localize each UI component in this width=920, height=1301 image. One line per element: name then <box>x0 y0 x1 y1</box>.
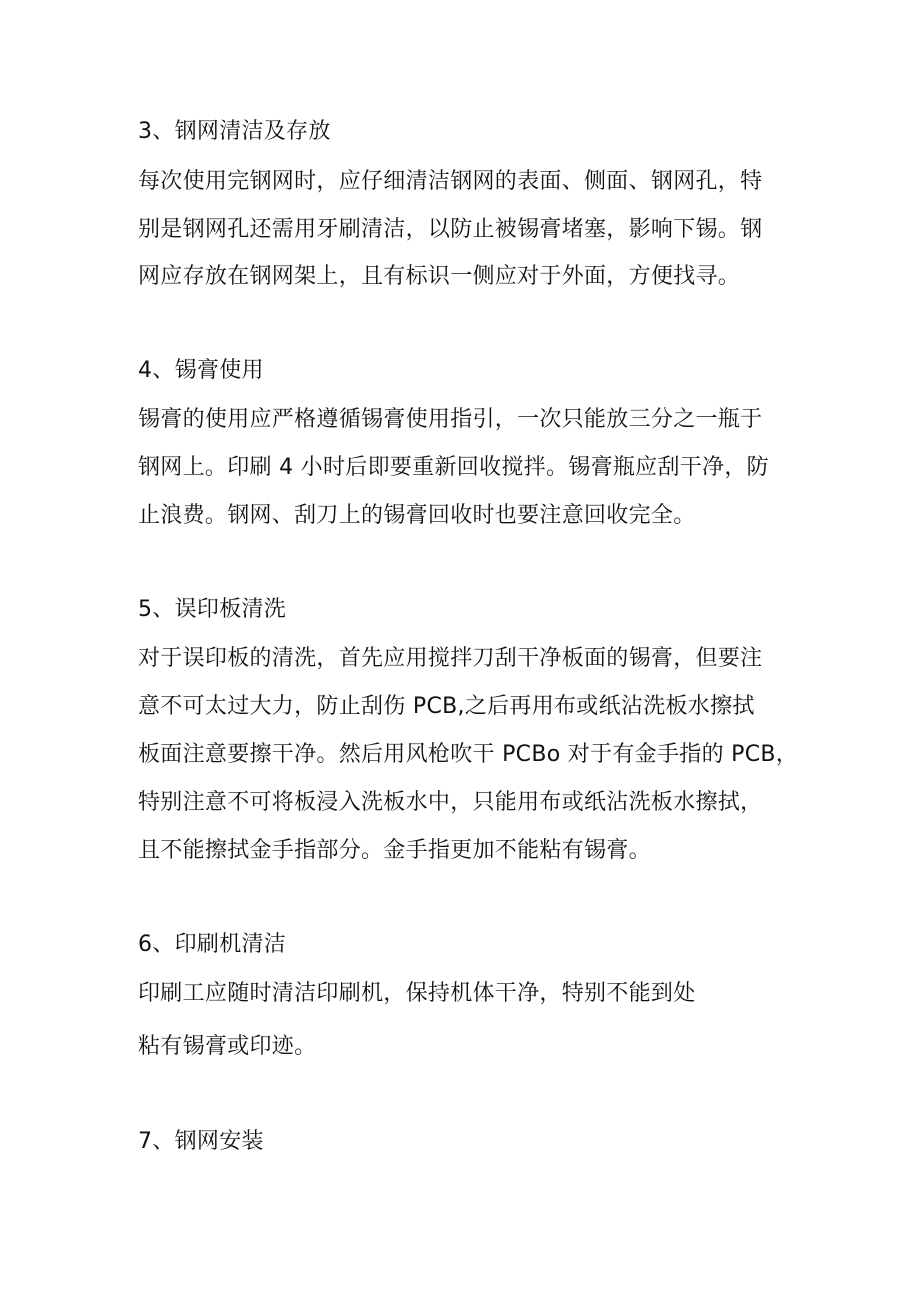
section-4-heading: 4、锡膏使用 <box>138 358 264 383</box>
section-6-line-1: 印刷工应随时清洁印刷机，保持机体干净，特别不能到处 <box>138 981 696 1006</box>
section-5-line-2: 意不可太过大力，防止刮伤 PCB,之后再用布或纸沾洗板水擦拭 <box>138 694 755 719</box>
section-3-line-2: 别是钢网孔还需用牙刷清洁，以防止被锡膏堵塞，影响下锡。钢 <box>138 217 763 242</box>
section-6-line-2: 粘有锡膏或印迹。 <box>138 1034 317 1059</box>
section-5-heading: 5、误印板清洗 <box>138 597 287 622</box>
section-3-heading: 3、钢网清洁及存放 <box>138 119 331 144</box>
section-5-line-5: 且不能擦拭金手指部分。金手指更加不能粘有锡膏。 <box>138 838 651 863</box>
section-5-line-1: 对于误印板的清洗，首先应用搅拌刀刮干净板面的锡膏，但要注 <box>138 646 763 671</box>
section-3-line-1: 每次使用完钢网时，应仔细清洁钢网的表面、侧面、钢网孔，特 <box>138 169 763 194</box>
section-7-heading: 7、钢网安装 <box>138 1129 264 1154</box>
section-4-line-3: 止浪费。钢网、刮刀上的锡膏回收时也要注意回收完全。 <box>138 503 696 528</box>
section-4-line-2: 钢网上。印刷 4 小时后即要重新回收搅拌。锡膏瓶应刮干净，防 <box>138 455 769 480</box>
section-5-line-4: 特别注意不可将板浸入洗板水中，只能用布或纸沾洗板水擦拭， <box>138 790 763 815</box>
section-6-heading: 6、印刷机清洁 <box>138 932 287 957</box>
section-4-line-1: 锡膏的使用应严格遵循锡膏使用指引，一次只能放三分之一瓶于 <box>138 407 763 432</box>
section-5-line-3: 板面注意要擦干净。然后用风枪吹干 PCBo 对于有金手指的 PCB， <box>138 742 799 767</box>
section-3-line-3: 网应存放在钢网架上，且有标识一侧应对于外面，方便找寻。 <box>138 264 741 289</box>
